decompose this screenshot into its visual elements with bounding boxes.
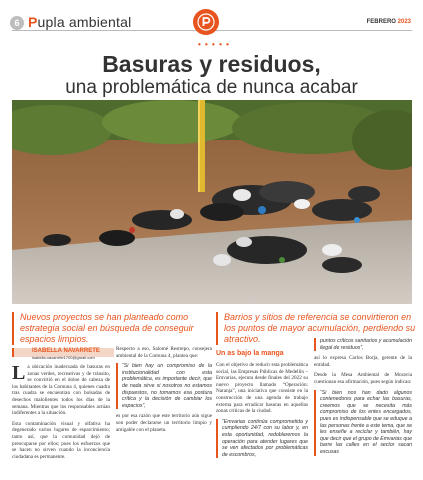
paragraph: Desde la Mesa Ambiental de Moravia cuestionan esa afirmación, pues según indican: xyxy=(314,372,412,385)
issue-date xyxy=(367,19,411,25)
logo-p-icon xyxy=(197,13,215,31)
headline-line2: una problemática de nunca acabar xyxy=(65,77,358,98)
pull-quote: “Si bien nos han dado algunos contenedores para echar las basuras, creemos que se necesita más compromiso de los entes encargados, pues es indispensable que se eduque a las personas frente a este tema, que se les enseñe a reciclar y también, hay que decir que el grupo de Emvarias que barre las calles en el sector sacan excusas xyxy=(314,390,412,456)
pull-quote: “Emvarias continúa comprometida y cumpliendo 24/7 con su labor y, en esta oportunidad, redoblaremos la operación para atender lugares que se ven afectados por problemáticas de escombros, xyxy=(216,419,308,459)
pull-quote-continued: puntos críticos sanitarios y acumulación ilegal de residuos”, xyxy=(314,338,412,351)
paragraph: es por esa razón que este territorio aún sigue son poder declararse un territorio limpio y amigable con el planeta. xyxy=(116,413,212,433)
trash-street-photo xyxy=(12,100,412,304)
highlight-quote-right: Barrios y sitios de referencia se convirtieron en los puntos de mayor acumulación, perdiendo su atractivo. xyxy=(216,312,420,345)
section-subhead: Un as bajo la manga xyxy=(216,350,284,357)
pull-quote: “Si bien hay un compromiso de la institucionalidad con esta problemática, es importante decir, que de nada sirve si nosotros no estamos dispuestos, no tomamos esa postura crítica y la decisión de cambiar los espacios”, xyxy=(116,363,212,409)
author-email: isabella.navarrete1700@gmail.com xyxy=(32,355,95,360)
article-column-3 xyxy=(216,362,308,462)
paragraph: Respecto a eso, Salomé Restrepo, consejera ambiental de la Comuna 4, plantea que: xyxy=(116,346,212,359)
paragraph: Esta contaminación visual y olfativa ha degenerado varios lugares de esparcimiento; tanto así, que la comunidad dejó de preocuparse por ellos; pues los esfuerzos que se hacen no sirven cuando la inconciencia ciudadana es permanente. xyxy=(12,420,110,460)
headline-line1: Basuras y residuos, xyxy=(102,51,321,77)
issue-month: FEBRERO xyxy=(366,19,396,25)
paragraph: Con el objetivo de reducir esta problemática social, las Empresas Públicas de Medellín – Emvarias, ejecuta desde finales del 2022 su nuevo proyecto llamado “Operación: Naranja”, una iniciativa que consiste en la construcción de una agenda de trabajo externa para erradicar basuras en aquellas zonas críticas de la ciudad. xyxy=(216,362,308,415)
paragraph-text: a ubicación inadecuada de basuras en zonas verdes, recreativas y de tránsito, se convirtió en el doloe de cabeza de los habitantes de la Comuna 4, quienes cuadra tras cuadra se encuentran con bolsadas de desechos malolientes todos los días de la semana. Mientras que los responsables actúan indiferentes a la situación. xyxy=(12,364,110,417)
drop-cap: L xyxy=(12,362,26,384)
article-column-1 xyxy=(12,364,110,464)
brand-rest: upla ambiental xyxy=(37,14,132,30)
brand-name xyxy=(28,14,131,30)
paragraph: así lo expresa Carlos Borja, gerente de la entidad. xyxy=(314,355,412,368)
paragraph xyxy=(12,364,110,417)
highlight-quote-left: Nuevos proyectos se han planteado como estrategia social en búsqueda de conseguir espacios limpios. xyxy=(12,312,216,345)
brand-initial: P xyxy=(28,14,38,30)
article-column-4 xyxy=(314,338,412,460)
issue-year: 2023 xyxy=(397,19,411,25)
page-number: 6 xyxy=(10,16,24,30)
logo-dots: • • • • • xyxy=(198,40,230,49)
publication-logo-icon xyxy=(193,9,219,35)
photo-illustration xyxy=(12,100,412,304)
article-column-2 xyxy=(116,346,212,437)
author-name: ISABELLA NAVARRETE xyxy=(32,348,100,354)
